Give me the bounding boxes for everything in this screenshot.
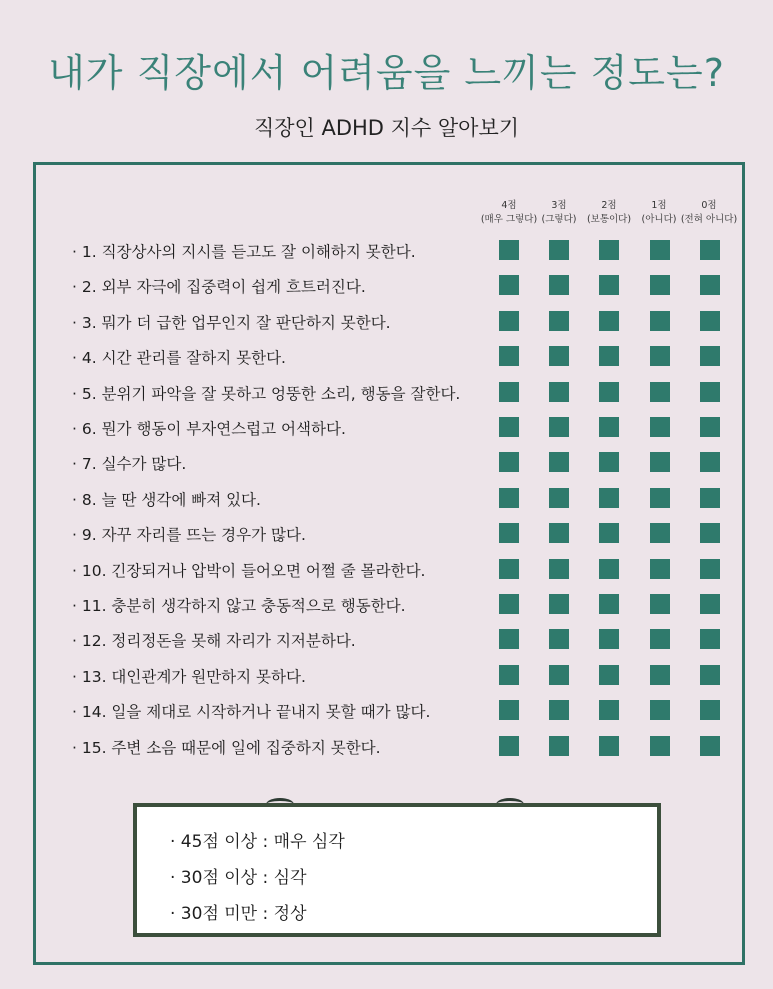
- answer-checkbox[interactable]: [650, 700, 670, 720]
- answer-checkbox[interactable]: [599, 417, 619, 437]
- column-header-0: [676, 199, 742, 227]
- question-text: · 13. 대인관계가 원만하지 못하다.: [72, 667, 306, 686]
- question-text: · 12. 정리정돈을 못해 자리가 지저분하다.: [72, 632, 356, 651]
- answer-checkbox[interactable]: [700, 559, 720, 579]
- column-desc: (전혀 아니다): [680, 214, 738, 225]
- question-text: · 10. 긴장되거나 압박이 들어오면 어쩔 줄 몰라한다.: [72, 561, 426, 580]
- question-row: [0, 517, 773, 553]
- answer-checkbox[interactable]: [700, 700, 720, 720]
- answer-checkbox[interactable]: [549, 629, 569, 649]
- answer-checkbox[interactable]: [599, 240, 619, 260]
- question-row: [0, 588, 773, 624]
- question-row: [0, 234, 773, 270]
- question-text: · 5. 분위기 파악을 잘 못하고 엉뚱한 소리, 행동을 잘한다.: [72, 384, 461, 403]
- question-text: · 14. 일을 제대로 시작하거나 끝내지 못할 때가 많다.: [72, 703, 431, 722]
- answer-checkbox[interactable]: [700, 346, 720, 366]
- answer-checkbox[interactable]: [599, 382, 619, 402]
- question-text: · 9. 자꾸 자리를 뜨는 경우가 많다.: [72, 526, 306, 545]
- answer-checkbox[interactable]: [700, 594, 720, 614]
- answer-checkbox[interactable]: [549, 452, 569, 472]
- column-desc: (아니다): [641, 214, 677, 225]
- answer-checkbox[interactable]: [700, 488, 720, 508]
- answer-checkbox[interactable]: [700, 311, 720, 331]
- answer-checkbox[interactable]: [599, 559, 619, 579]
- answer-checkbox[interactable]: [650, 417, 670, 437]
- answer-checkbox[interactable]: [650, 559, 670, 579]
- question-text: · 4. 시간 관리를 잘하지 못한다.: [72, 349, 286, 368]
- column-desc: (보통이다): [586, 214, 632, 225]
- question-text: · 15. 주변 소음 때문에 일에 집중하지 못한다.: [72, 738, 381, 757]
- answer-checkbox[interactable]: [549, 594, 569, 614]
- score-line: · 45점 이상 : 매우 심각: [170, 832, 345, 852]
- answer-checkbox[interactable]: [549, 488, 569, 508]
- answer-checkbox[interactable]: [549, 523, 569, 543]
- question-row: [0, 269, 773, 305]
- question-text: · 8. 늘 딴 생각에 빠져 있다.: [72, 490, 261, 509]
- answer-checkbox[interactable]: [650, 275, 670, 295]
- answer-checkbox[interactable]: [499, 275, 519, 295]
- answer-checkbox[interactable]: [700, 240, 720, 260]
- question-text: · 11. 충분히 생각하지 않고 충동적으로 행동한다.: [72, 597, 406, 615]
- question-text: · 1. 직장상사의 지시를 듣고도 잘 이해하지 못한다.: [72, 243, 416, 261]
- question-row: [0, 482, 773, 518]
- question-text: · 6. 뭔가 행동이 부자연스럽고 어색하다.: [72, 420, 346, 438]
- column-points: 2점: [601, 200, 617, 211]
- question-text: · 7. 실수가 많다.: [72, 455, 187, 474]
- answer-checkbox[interactable]: [499, 594, 519, 614]
- answer-checkbox[interactable]: [549, 559, 569, 579]
- answer-checkbox[interactable]: [499, 382, 519, 402]
- answer-checkbox[interactable]: [599, 346, 619, 366]
- answer-checkbox[interactable]: [650, 665, 670, 685]
- answer-checkbox[interactable]: [549, 736, 569, 756]
- answer-checkbox[interactable]: [499, 346, 519, 366]
- column-points: 3점: [551, 200, 567, 211]
- answer-checkbox[interactable]: [549, 275, 569, 295]
- answer-checkbox[interactable]: [499, 240, 519, 260]
- score-line: · 30점 이상 : 심각: [170, 868, 307, 888]
- answer-checkbox[interactable]: [549, 417, 569, 437]
- answer-checkbox[interactable]: [650, 523, 670, 543]
- question-row: [0, 305, 773, 341]
- question-row: [0, 411, 773, 447]
- answer-checkbox[interactable]: [549, 382, 569, 402]
- answer-checkbox[interactable]: [499, 488, 519, 508]
- question-row: [0, 659, 773, 695]
- question-row: [0, 553, 773, 589]
- question-text: · 3. 뭐가 더 급한 업무인지 잘 판단하지 못한다.: [72, 313, 391, 332]
- column-desc: (매우 그렇다): [480, 214, 538, 225]
- answer-checkbox[interactable]: [650, 452, 670, 472]
- answer-checkbox[interactable]: [700, 523, 720, 543]
- answer-checkbox[interactable]: [650, 594, 670, 614]
- answer-checkbox[interactable]: [499, 736, 519, 756]
- answer-checkbox[interactable]: [499, 523, 519, 543]
- question-row: [0, 730, 773, 766]
- answer-checkbox[interactable]: [549, 311, 569, 331]
- answer-checkbox[interactable]: [700, 736, 720, 756]
- answer-checkbox[interactable]: [499, 665, 519, 685]
- answer-checkbox[interactable]: [499, 417, 519, 437]
- page-subtitle: 직장인 ADHD 지수 알아보기: [253, 116, 520, 140]
- answer-checkbox[interactable]: [599, 665, 619, 685]
- answer-checkbox[interactable]: [599, 523, 619, 543]
- answer-checkbox[interactable]: [650, 382, 670, 402]
- question-row: [0, 376, 773, 412]
- column-points: 1점: [651, 200, 667, 211]
- answer-checkbox[interactable]: [499, 629, 519, 649]
- score-line: · 30점 미만 : 정상: [170, 904, 307, 924]
- answer-checkbox[interactable]: [599, 700, 619, 720]
- answer-checkbox[interactable]: [700, 452, 720, 472]
- question-row: [0, 446, 773, 482]
- answer-checkbox[interactable]: [499, 311, 519, 331]
- question-row: [0, 694, 773, 730]
- question-row: [0, 340, 773, 376]
- question-row: [0, 623, 773, 659]
- answer-checkbox[interactable]: [599, 629, 619, 649]
- answer-checkbox[interactable]: [650, 488, 670, 508]
- answer-checkbox[interactable]: [499, 559, 519, 579]
- answer-checkbox[interactable]: [650, 311, 670, 331]
- page-title: 내가 직장에서 어려움을 느끼는 정도는?: [48, 51, 725, 95]
- column-points: 0점: [701, 200, 717, 211]
- answer-checkbox[interactable]: [700, 382, 720, 402]
- answer-checkbox[interactable]: [700, 417, 720, 437]
- answer-checkbox[interactable]: [549, 700, 569, 720]
- answer-checkbox[interactable]: [599, 736, 619, 756]
- answer-checkbox[interactable]: [599, 311, 619, 331]
- answer-checkbox[interactable]: [599, 275, 619, 295]
- answer-checkbox[interactable]: [499, 700, 519, 720]
- column-points: 4점: [501, 200, 517, 211]
- answer-checkbox[interactable]: [650, 346, 670, 366]
- answer-checkbox[interactable]: [700, 275, 720, 295]
- answer-checkbox[interactable]: [599, 594, 619, 614]
- column-desc: (그렇다): [541, 214, 577, 225]
- answer-checkbox[interactable]: [549, 665, 569, 685]
- answer-checkbox[interactable]: [650, 240, 670, 260]
- answer-checkbox[interactable]: [700, 665, 720, 685]
- answer-checkbox[interactable]: [599, 452, 619, 472]
- answer-checkbox[interactable]: [650, 736, 670, 756]
- answer-checkbox[interactable]: [700, 629, 720, 649]
- scoring-panel: [133, 803, 661, 937]
- answer-checkbox[interactable]: [650, 629, 670, 649]
- answer-checkbox[interactable]: [499, 452, 519, 472]
- answer-checkbox[interactable]: [549, 240, 569, 260]
- answer-checkbox[interactable]: [549, 346, 569, 366]
- answer-checkbox[interactable]: [599, 488, 619, 508]
- question-text: · 2. 외부 자극에 집중력이 쉽게 흐트러진다.: [72, 278, 366, 297]
